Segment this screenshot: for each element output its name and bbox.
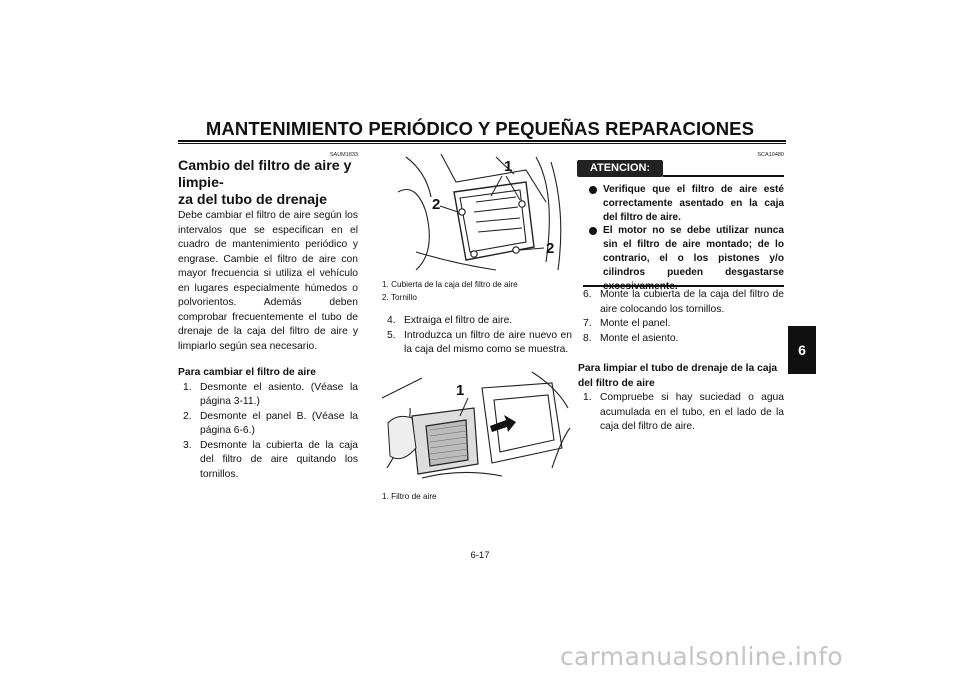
page-header-title: MANTENIMIENTO PERIÓDICO Y PEQUEÑAS REPARACIONES (205, 118, 755, 139)
caution-list (583, 183, 784, 293)
callout-1: 1 (504, 158, 513, 175)
caution-bottom-rule (583, 285, 784, 287)
caution-label: ATENCION: (577, 160, 663, 177)
caution-box (583, 183, 784, 293)
steps-list-4 (578, 391, 784, 435)
figure-air-box-cover (396, 152, 568, 272)
caution-code: SCA10480 (757, 152, 784, 158)
column-3 (578, 288, 784, 435)
air-filter-illustration (382, 368, 572, 480)
subheading-change-filter: Para cambiar el filtro de aire (178, 367, 316, 378)
subheading-drain-tube: Para limpiar el tubo de drenaje de la caja del filtro de aire (578, 363, 778, 389)
list-item: 1. Compruebe si hay suciedad o agua acumulada en el tubo, en el lado de la caja del filtro de aire. (583, 392, 784, 432)
section-title-line2: za del tubo de drenaje (178, 192, 327, 208)
list-item: 6. Monte la cubierta de la caja del filtro de aire colocando los tornillos. (583, 289, 784, 315)
list-item: 5. Introduzca un filtro de aire nuevo en la caja del mismo como se muestra. (387, 329, 572, 355)
watermark: carmanualsonline.info (560, 642, 843, 671)
column-2 (382, 152, 572, 503)
list-item: El motor no se debe utilizar nunca sin el filtro de aire montado; de lo contrario, el o los pistones y/o cilindros pueden desgastarse (583, 224, 784, 293)
callout-2-right: 2 (546, 240, 555, 257)
list-item: 7. Monte el panel. (583, 318, 671, 329)
section-title-line1: Cambio del filtro de aire y limpie- (178, 158, 352, 191)
section-title (178, 158, 358, 209)
steps-list-2 (382, 314, 572, 358)
list-item: 1. Desmonte el asiento. (Véase la página 3-11.) (183, 381, 358, 407)
steps-list-3 (578, 288, 784, 346)
list-item: Verifique que el filtro de aire esté correctamente asentado en la caja del filtro de aire. (583, 183, 784, 224)
chapter-tab: 6 (788, 326, 816, 374)
list-item: 8. Monte el asiento. (583, 332, 679, 344)
column-1 (178, 152, 358, 482)
callout-2-left: 2 (432, 196, 441, 213)
section-code-row (578, 152, 784, 158)
header-rule-thin (178, 143, 786, 144)
page-number: 6-17 (470, 550, 490, 561)
list-item: 2. Desmonte el panel B. (Véase la página 6-6.) (183, 410, 358, 436)
section-code: SAUM1833 (329, 152, 358, 158)
intro-paragraph: Debe cambiar el filtro de aire según los intervalos que se especifican en el cuadro de mantenimiento periódico y engrase. Cambie el filtro de aire con mayor frecuencia si utiliza el vehículo en lugares especialmente húmedos o polvorientos. Además deben comprobar frecuentemente el tubo de drenaje de la caja del filtro de aire y limpiarlo según sea necesario. (178, 210, 358, 352)
callout-1: 1 (456, 381, 465, 399)
header-rule (178, 140, 786, 142)
figure-air-filter (382, 368, 572, 480)
hand-icon (388, 416, 416, 458)
list-item: 3. Desmonte la cubierta de la caja del filtro de aire quitando los tornillos. (183, 439, 358, 480)
bullet-icon (589, 186, 597, 194)
figure-1-caption-1: 1. Cubierta de la caja del filtro de aire (382, 280, 518, 289)
figure-2-caption: 1. Filtro de aire (382, 491, 437, 501)
list-item: 4. Extraiga el filtro de aire. (387, 315, 513, 326)
bullet-icon (589, 227, 597, 235)
steps-list-1 (178, 381, 358, 483)
air-box-cover-illustration (396, 152, 568, 272)
caution-rule (663, 175, 784, 177)
figure-1-caption-2: 2. Tornillo (382, 293, 417, 302)
